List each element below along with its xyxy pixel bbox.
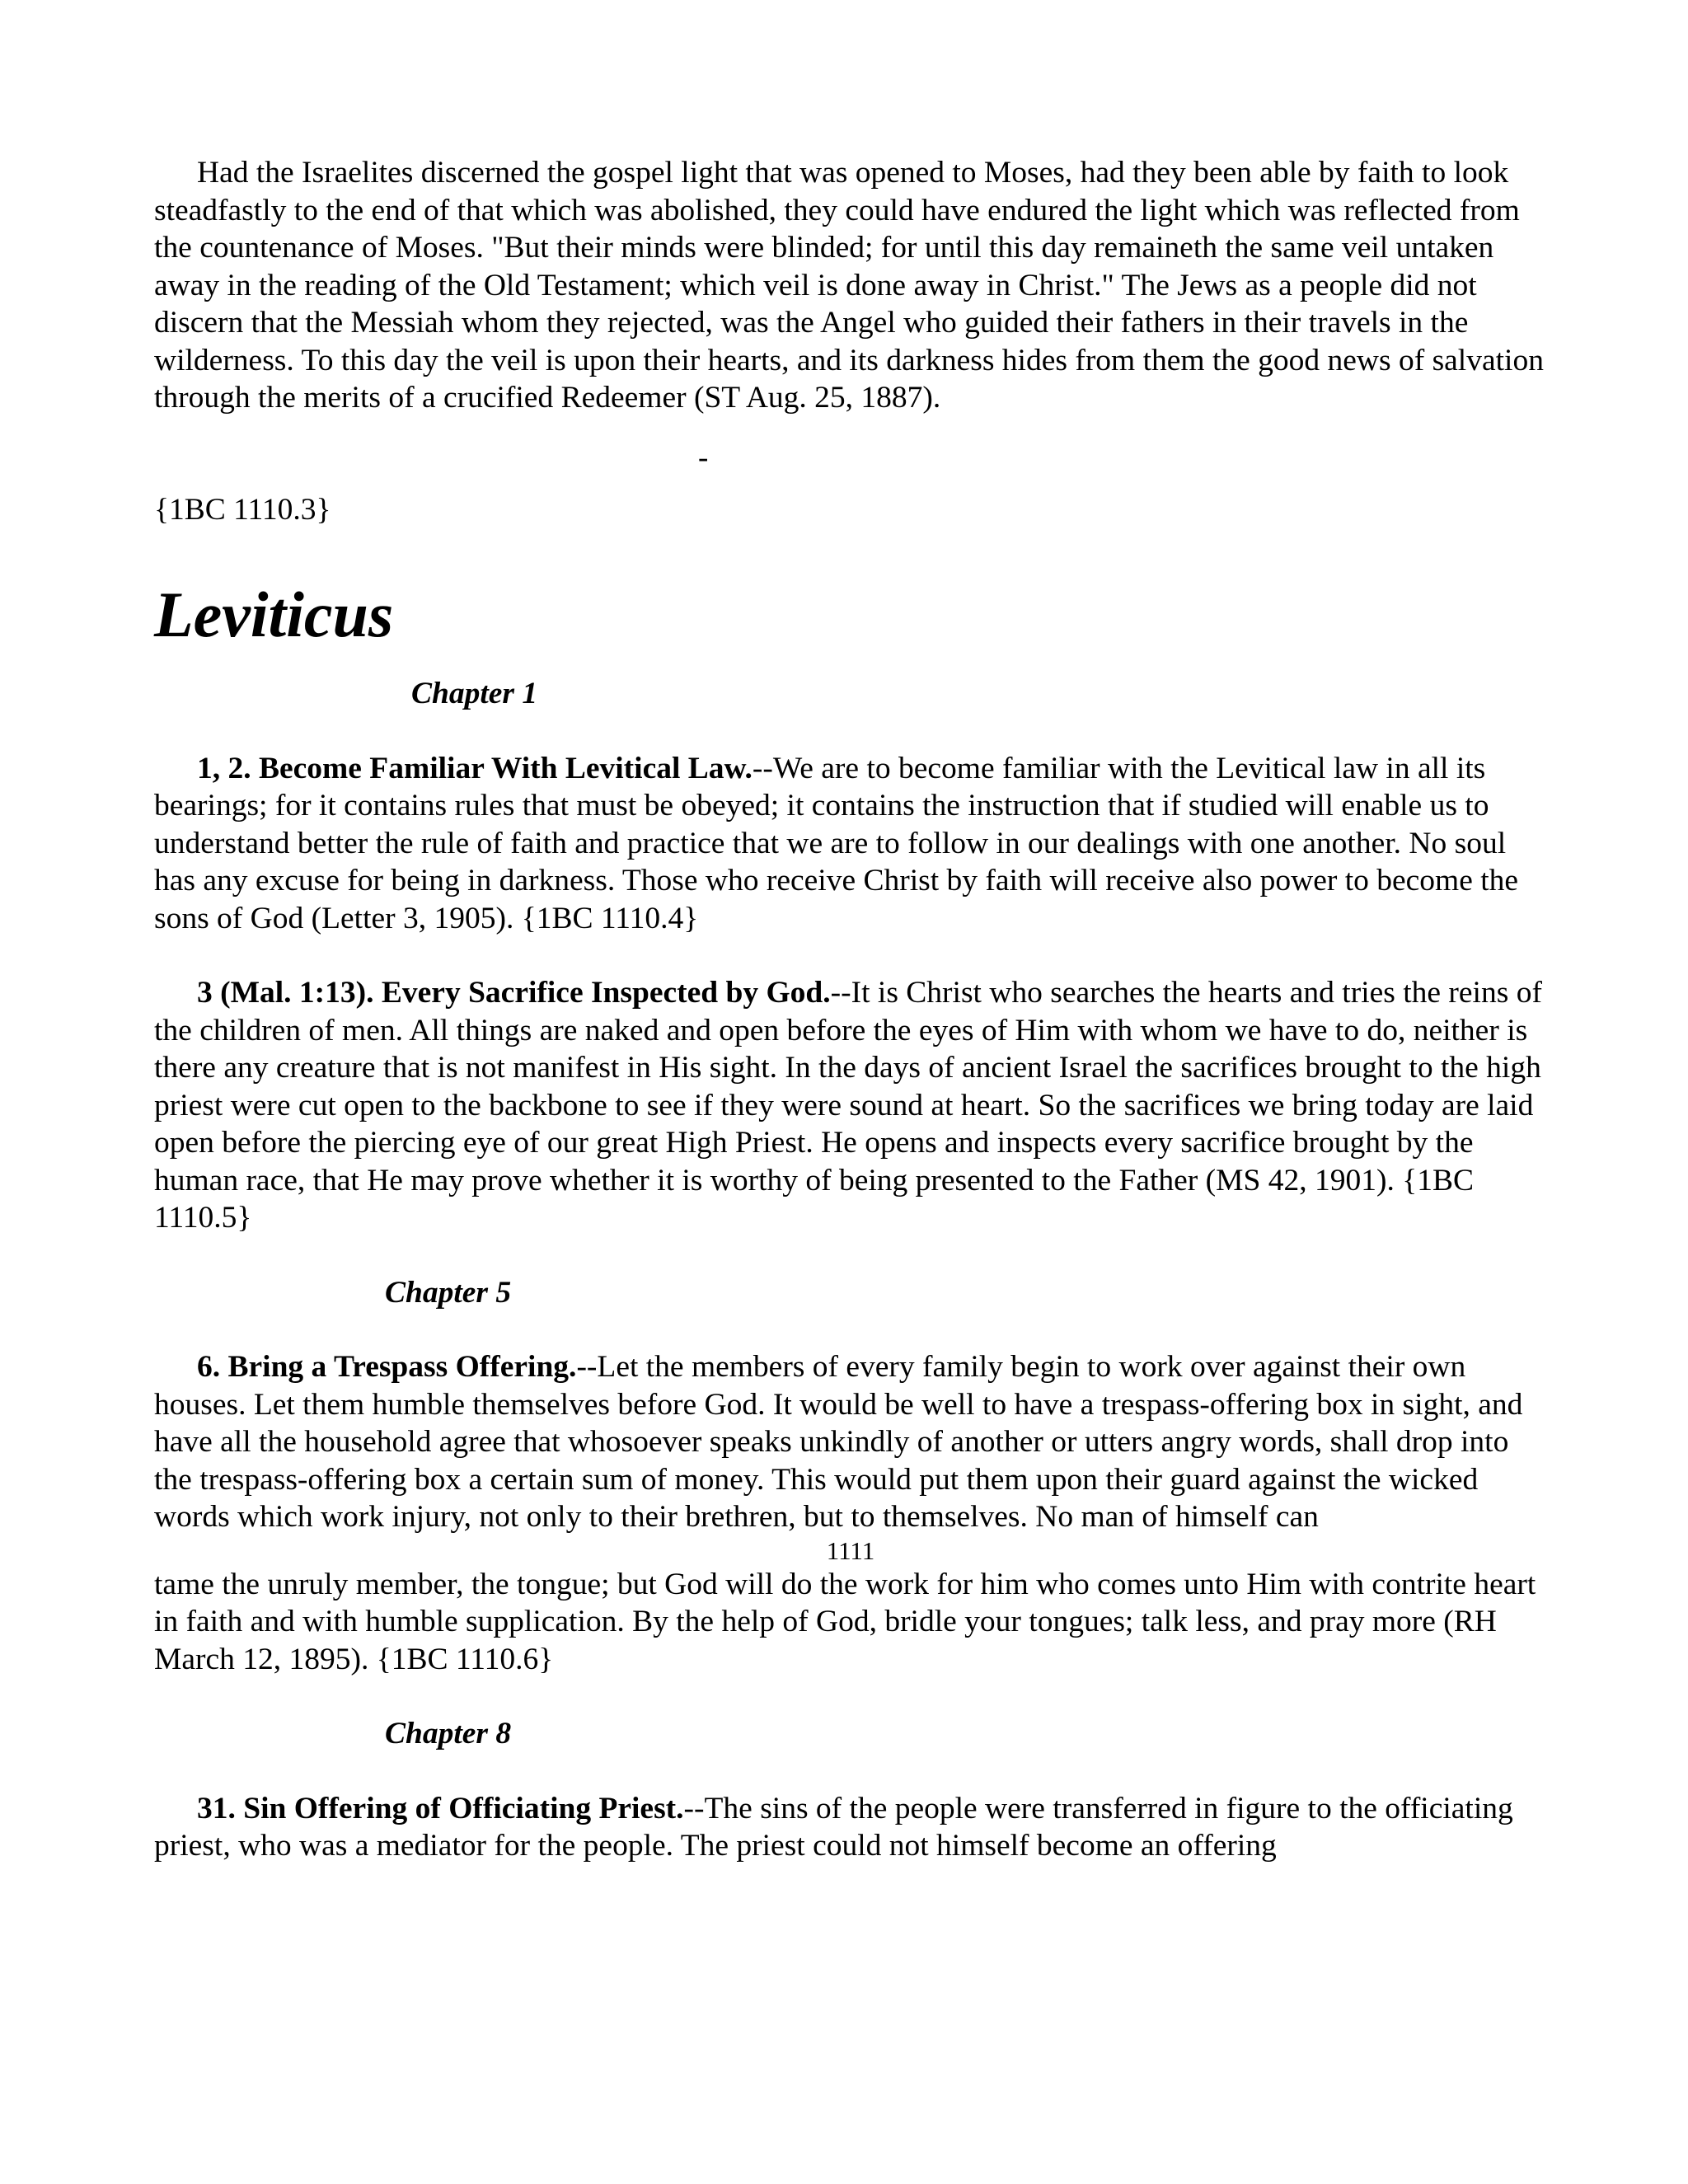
top-reference: {1BC 1110.3}: [154, 492, 331, 527]
entry-text: --It is Christ who searches the hearts and tries the reins of the children of men. All things are naked and open before the eyes of Him with whom we have to do, neither is there any creature that is not manifest in His sight. In the days of ancient Israel the sacrifices brought to the high priest were cut open to the backbone to see if they were sound at heart. So the sacrifices we bring today are laid open before the piercing eye of our great High Priest. He opens and inspects every sacrifice brought by the human race, that He may prove whether it is worthy of being presented to the Father (MS 42, 1901). {1BC 1110.5}: [154, 976, 1542, 1235]
dash-row: [154, 417, 1547, 491]
entry-heading: 1, 2. Become Familiar With Levitical Law.: [197, 751, 753, 785]
entry-paragraph: [154, 750, 1547, 938]
entry-paragraph: [154, 1790, 1547, 1865]
book-title: Leviticus: [154, 579, 394, 650]
entry-paragraph: [154, 1348, 1547, 1536]
entry-continuation: tame the unruly member, the tongue; but God will do the work for him who comes unto Him with contrite heart in faith and with humble supplication. By the help of God, bridle your tongues; talk less, and pray more (RH March 12, 1895). {1BC 1110.6}: [154, 1567, 1536, 1676]
entry-text: --We are to become familiar with the Levitical law in all its bearings; for it contains rules that must be obeyed; it contains the instruction that if studied will enable us to understand better the rule of faith and practice that we are to follow in our dealings with one another. No soul has any excuse for being in darkness. Those who receive Christ by faith will receive also power to become the sons of God (Letter 3, 1905). {1BC 1110.4}: [154, 751, 1519, 935]
entry-text: --Let the members of every family begin to work over against their own houses. Let them humble themselves before God. It would be well to have a trespass-offering box in sight, and have all the household agree that whosoever speaks unkindly of another or utters angry words, shall drop into the trespass-offering box a certain sum of money. This would put them upon their guard against the wicked words which work injury, not only to their brethren, but to themselves. No man of himself can: [154, 1350, 1523, 1534]
chapter-heading: Chapter 1: [411, 677, 538, 710]
page-number: 1111: [826, 1535, 875, 1565]
top-paragraph: Had the Israelites discerned the gospel light that was opened to Moses, had they been able by faith to look steadfastly to the end of that which was abolished, they could have endured the light which was reflected from the countenance of Moses. "But their minds were blinded; for until this day remaineth the same veil untaken away in the reading of the Old Testament; which veil is done away in Christ." The Jews as a people did not discern that the Messiah whom they rejected, was the Angel who guided their fathers in their travels in the wilderness. To this day the veil is upon their hearts, and its darkness hides from them the good news of salvation through the merits of a crucified Redeemer (ST Aug. 25, 1887).: [154, 156, 1544, 415]
entry-heading: 6. Bring a Trespass Offering.: [197, 1350, 577, 1384]
entry-paragraph: [154, 974, 1547, 1237]
document-page: [154, 154, 1547, 1865]
chapter-heading: Chapter 8: [385, 1717, 512, 1750]
entry-text: --The sins of the people were transferred in figure to the officiating priest, who was a mediator for the people. The priest could not himself become an offering: [154, 1791, 1513, 1863]
dash-mark: -: [698, 440, 709, 475]
entry-heading: 3 (Mal. 1:13). Every Sacrifice Inspected by God.: [197, 976, 831, 1010]
chapter-heading: Chapter 5: [385, 1275, 512, 1310]
entry-heading: 31. Sin Offering of Officiating Priest.: [197, 1791, 684, 1825]
